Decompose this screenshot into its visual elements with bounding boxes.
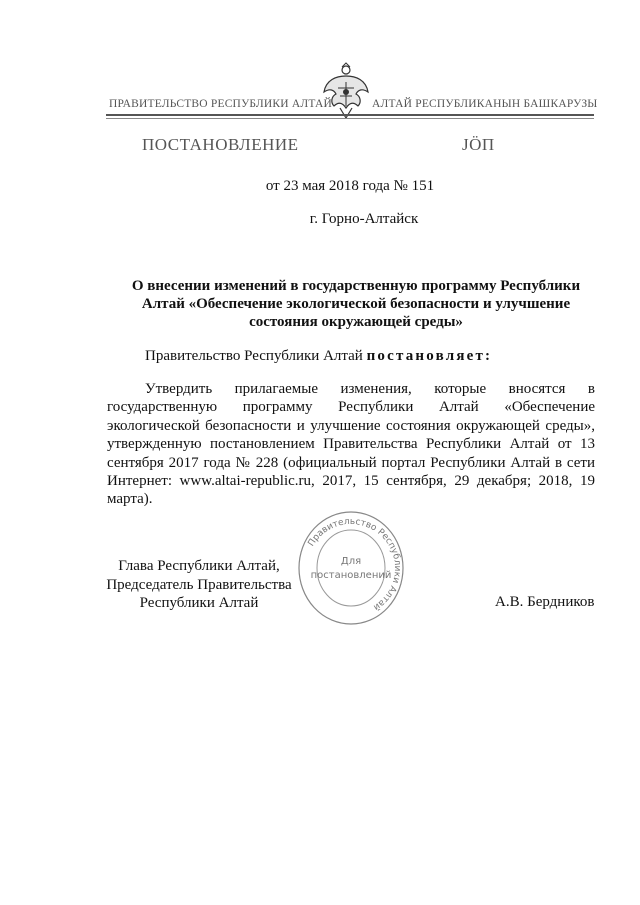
doc-type-alt: ЈÖП xyxy=(462,135,495,154)
resolves-verb: постановляет: xyxy=(366,348,493,364)
document-title xyxy=(114,277,598,331)
coat-of-arms-icon xyxy=(322,62,370,120)
position-line: Председатель Правительства xyxy=(106,576,292,593)
seal-center-line: постановлений xyxy=(310,570,392,581)
title-line: Алтай «Обеспечение экологической безопасности и улучшение xyxy=(141,296,571,312)
header-divider xyxy=(106,114,594,116)
header-divider-thin xyxy=(106,118,594,119)
doc-type-ru: ПОСТАНОВЛЕНИЕ xyxy=(142,135,299,154)
position-line: Глава Республики Алтай, xyxy=(118,558,280,574)
seal-center-line: Для xyxy=(340,556,362,567)
resolves-line xyxy=(145,348,492,365)
official-seal-icon xyxy=(296,508,406,628)
body-paragraph: Утвердить прилагаемые изменения, которые вносятся в государственную программу Республики Алтай «Обеспечение экологической безопасности и улучшение состояния окружающей среды», утвержденную постановлением Правительства Республики Алтай от 13 сентября 2017 года № 228 (официальный портал Республики Алтай в сети Интернет: www.altai-republic.ru, 2017, 15 сентября, 29 декабря; 2018, 19 марта). xyxy=(107,381,595,508)
government-name-ru: ПРАВИТЕЛЬСТВО РЕСПУБЛИКИ АЛТАЙ xyxy=(109,98,333,110)
resolves-prefix: Правительство Республики Алтай xyxy=(145,348,363,364)
document-city: г. Горно-Алтайск xyxy=(309,211,419,227)
seal-ring-text: Правительство Республики Алтай xyxy=(306,516,403,613)
document-date: от 23 мая 2018 года № 151 xyxy=(265,178,435,194)
signatory-name: А.В. Бердников xyxy=(495,594,595,610)
government-name-alt: АЛТАЙ РЕСПУБЛИКАНЫН БАШКАРУЗЫ xyxy=(372,98,598,110)
title-line: О внесении изменений в государственную программу Республики xyxy=(131,278,581,294)
title-line: состояния окружающей среды» xyxy=(249,314,463,330)
position-line: Республики Алтай xyxy=(139,595,259,611)
signatory-position xyxy=(104,557,294,613)
